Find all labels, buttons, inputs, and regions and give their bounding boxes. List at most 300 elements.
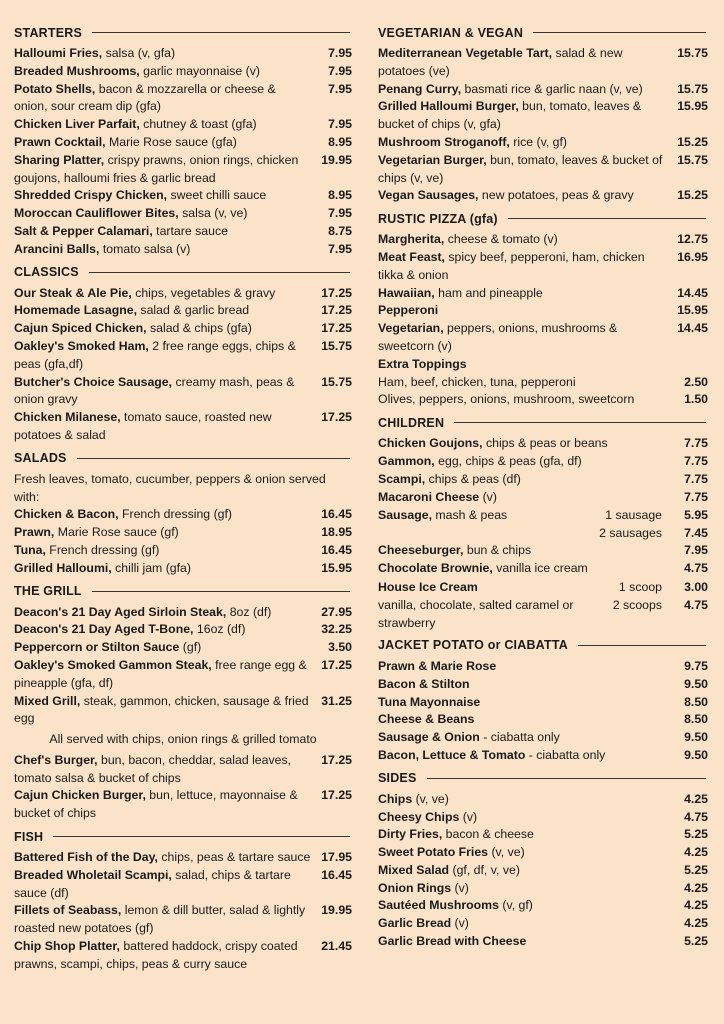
- item-name: Breaded Wholetail Scampi,: [14, 867, 172, 882]
- item-price: 7.95: [328, 241, 352, 256]
- item-price: 7.95: [328, 206, 352, 221]
- item-desc: [378, 826, 674, 844]
- item-desc: [378, 844, 674, 862]
- item-price: 4.75: [684, 561, 708, 576]
- item-name: Scampi,: [378, 471, 426, 486]
- menu-item: [14, 81, 352, 117]
- item-detail: chips, peas & tartare sauce: [157, 850, 311, 865]
- item-desc: [378, 471, 674, 489]
- item-detail: chutney & toast (gfa): [139, 117, 257, 132]
- right-column: [378, 22, 708, 954]
- menu-item: [378, 676, 708, 694]
- menu-item: [378, 391, 708, 409]
- item-name: Vegetarian,: [378, 321, 444, 336]
- item-desc: [14, 867, 318, 903]
- menu-item: [378, 489, 708, 507]
- item-desc: [14, 338, 318, 374]
- menu-item: [14, 542, 352, 560]
- item-desc: [14, 116, 318, 134]
- item-detail: vanilla, chocolate, salted caramel or strawberry: [378, 597, 574, 630]
- item-desc: [14, 134, 318, 152]
- item-price: 17.25: [321, 752, 352, 767]
- item-detail: Marie Rose sauce (gfa): [105, 134, 237, 149]
- menu-item: [14, 45, 352, 63]
- item-name: Deacon's 21 Day Aged Sirloin Steak,: [14, 604, 227, 619]
- item-desc: [378, 791, 674, 809]
- item-name: Breaded Mushrooms,: [14, 63, 140, 78]
- menu-item: [378, 711, 708, 729]
- item-detail: lemon & dill butter, salad & lightly roasted new potatoes (gf): [14, 903, 306, 936]
- item-price: 15.75: [677, 81, 708, 96]
- item-desc: [378, 809, 674, 827]
- item-price: 8.75: [328, 223, 352, 238]
- item-name: House Ice Cream: [378, 579, 478, 594]
- item-desc: [378, 711, 674, 729]
- item-desc: [378, 747, 674, 765]
- section-header: [14, 448, 352, 469]
- item-desc: [378, 231, 674, 249]
- option-label: 1 scoop: [618, 579, 662, 594]
- option-price: 4.75: [684, 597, 708, 612]
- item-price: 17.25: [321, 410, 352, 425]
- item-price: 15.75: [677, 152, 708, 167]
- section-title: VEGETARIAN & VEGAN: [378, 25, 524, 40]
- item-price: 1.50: [684, 392, 708, 407]
- item-price: 21.45: [321, 939, 352, 954]
- section-title: JACKET POTATO or CIABATTA: [378, 638, 568, 653]
- item-desc: [378, 81, 674, 99]
- item-name: Macaroni Cheese: [378, 489, 480, 504]
- menu-item: [378, 81, 708, 99]
- section-title: FISH: [14, 829, 44, 844]
- item-name: Garlic Bread: [378, 916, 452, 931]
- item-desc: [14, 560, 318, 578]
- item-name: Chicken Liver Parfait,: [14, 117, 140, 132]
- item-name: Halloumi Fries,: [14, 46, 103, 60]
- item-desc: [378, 506, 599, 542]
- item-price: 15.75: [321, 338, 352, 353]
- section-pizza: [378, 208, 708, 409]
- item-price: 15.25: [677, 134, 708, 149]
- menu-item: [14, 409, 352, 445]
- section-salads: [14, 448, 352, 578]
- menu-item: [14, 223, 352, 241]
- item-name: Vegan Sausages,: [378, 188, 479, 203]
- item-detail: (v, ve): [412, 791, 449, 806]
- menu-item: [14, 63, 352, 81]
- item-price: 9.50: [684, 730, 708, 745]
- item-desc: [14, 374, 318, 410]
- item-price: 17.95: [321, 850, 352, 865]
- item-price: 4.25: [684, 916, 708, 931]
- section-grill: [14, 581, 352, 824]
- item-detail: chips & peas (df): [425, 471, 521, 486]
- item-name: Bacon, Lettuce & Tomato: [378, 747, 526, 762]
- item-options: [599, 506, 708, 542]
- section-classics: [14, 262, 352, 445]
- item-desc: [14, 787, 318, 823]
- item-price: 7.95: [328, 63, 352, 78]
- section-rule: [454, 422, 706, 423]
- item-price: 4.25: [684, 880, 708, 895]
- menu-item: [14, 506, 352, 524]
- item-desc: [378, 542, 674, 560]
- item-desc: [14, 524, 318, 542]
- menu-item: [378, 791, 708, 809]
- left-column: [14, 22, 352, 977]
- item-detail: bun, lettuce, mayonnaise & bucket of chips: [14, 788, 298, 821]
- item-name: Mixed Grill,: [14, 693, 81, 708]
- item-detail: salad & garlic bread: [137, 303, 250, 318]
- item-detail: tartare sauce: [152, 223, 228, 238]
- item-detail: bacon & cheese: [442, 827, 534, 842]
- item-desc: [14, 152, 318, 188]
- section-rule: [578, 645, 706, 646]
- item-name: Chicken Goujons,: [378, 436, 483, 451]
- sausage-item: [378, 506, 708, 542]
- menu-item: [378, 453, 708, 471]
- item-name: Cajun Spiced Chicken,: [14, 321, 147, 336]
- item-detail: 8oz (df): [226, 604, 272, 619]
- item-name: Mediterranean Vegetable Tart,: [378, 46, 553, 60]
- section-header: [378, 22, 708, 43]
- menu-item: [14, 134, 352, 152]
- item-desc: [378, 98, 674, 134]
- option-price: 3.00: [684, 579, 708, 594]
- item-detail: chips, vegetables & gravy: [131, 285, 276, 300]
- item-price: 17.25: [321, 788, 352, 803]
- item-detail: salsa (v, ve): [178, 206, 248, 221]
- menu-item: [14, 320, 352, 338]
- item-price: 31.25: [321, 693, 352, 708]
- pizza-list: [378, 231, 708, 356]
- menu-item: [378, 249, 708, 285]
- item-detail: (v): [451, 880, 469, 895]
- section-rule: [508, 218, 706, 219]
- salads-intro: Fresh leaves, tomato, cucumber, peppers & onion served with:: [14, 471, 326, 504]
- item-name: Gammon,: [378, 453, 435, 468]
- item-desc: [378, 658, 674, 676]
- menu-item: [378, 435, 708, 453]
- item-price: 7.75: [684, 471, 708, 486]
- item-desc: [378, 152, 674, 188]
- item-desc: [14, 45, 318, 63]
- section-header: [378, 768, 708, 789]
- section-rule: [427, 778, 706, 779]
- menu-item: [378, 809, 708, 827]
- item-detail: bun, tomato, leaves & bucket of chips (v, ve): [378, 152, 663, 185]
- item-detail: battered haddock, crispy coated prawns, scampi, chips, peas & curry sauce: [14, 939, 298, 971]
- item-detail: tomato sauce, roasted new potatoes & salad: [14, 410, 272, 442]
- menu-item: [378, 374, 708, 392]
- item-detail: vanilla ice cream: [492, 561, 588, 576]
- section-header: [14, 262, 352, 283]
- item-desc: [14, 621, 318, 639]
- item-detail: new potatoes, peas & gravy: [478, 188, 634, 203]
- extra-toppings-list: [378, 374, 708, 410]
- item-desc: [14, 604, 318, 622]
- menu-item: [14, 752, 352, 788]
- item-name: Deacon's 21 Day Aged T-Bone,: [14, 622, 194, 637]
- menu-item: [14, 604, 352, 622]
- item-name: Moroccan Cauliflower Bites,: [14, 206, 179, 221]
- item-desc: [14, 320, 318, 338]
- menu-item: [14, 787, 352, 823]
- grill-note: All served with chips, onion rings & grilled tomato: [49, 732, 317, 747]
- item-price: 9.50: [684, 747, 708, 762]
- menu-item: [378, 915, 708, 933]
- item-desc: [14, 506, 318, 524]
- section-children: [378, 412, 708, 632]
- menu-item: [378, 560, 708, 578]
- item-detail: salad & chips (gfa): [146, 321, 252, 336]
- jacket-list: [378, 658, 708, 765]
- item-desc: [378, 302, 674, 320]
- sides-list: [378, 791, 708, 951]
- item-desc: [14, 693, 318, 729]
- item-detail: - ciabatta only: [479, 730, 560, 745]
- item-desc: [378, 45, 674, 81]
- item-desc: [14, 542, 318, 560]
- item-desc: [378, 676, 674, 694]
- menu-item: [378, 302, 708, 320]
- item-detail: (v, gf): [498, 898, 533, 913]
- burgers-list: [14, 752, 352, 823]
- item-price: 15.95: [677, 303, 708, 318]
- item-name: Battered Fish of the Day,: [14, 850, 158, 865]
- item-detail: Marie Rose sauce (gf): [54, 525, 179, 540]
- item-detail: creamy mash, peas & onion gravy: [14, 374, 295, 407]
- menu-item: [378, 471, 708, 489]
- salads-list: [14, 506, 352, 577]
- item-desc: [378, 187, 674, 205]
- item-price: 15.25: [677, 188, 708, 203]
- item-detail: bacon & mozzarella or cheese & onion, sour cream dip (gfa): [14, 81, 276, 114]
- menu-item: [378, 152, 708, 188]
- item-name: Oakley's Smoked Ham,: [14, 338, 149, 353]
- item-desc: [14, 639, 318, 657]
- item-price: 5.25: [684, 862, 708, 877]
- item-detail: Olives, peppers, onions, mushroom, sweetcorn: [378, 392, 635, 407]
- item-price: 4.25: [684, 898, 708, 913]
- section-title: RUSTIC PIZZA (gfa): [378, 211, 498, 226]
- item-detail: bun & chips: [463, 543, 532, 558]
- item-detail: ham and pineapple: [434, 285, 543, 300]
- item-price: 16.45: [321, 507, 352, 522]
- item-price: 7.95: [328, 81, 352, 96]
- item-name: Sausage & Onion: [378, 730, 480, 745]
- item-desc: [378, 862, 674, 880]
- menu-item: [14, 938, 352, 974]
- item-desc: [378, 249, 674, 285]
- section-title: CLASSICS: [14, 265, 79, 280]
- item-price: 14.45: [677, 321, 708, 336]
- menu-item: [14, 693, 352, 729]
- item-desc: [14, 223, 318, 241]
- item-price: 19.95: [321, 152, 352, 167]
- item-name: Grilled Halloumi,: [14, 560, 112, 575]
- item-detail: (gf): [179, 640, 202, 655]
- vegetarian-list: [378, 45, 708, 205]
- item-desc: [14, 187, 318, 205]
- item-price: 17.25: [321, 657, 352, 672]
- item-desc: [378, 915, 674, 933]
- option-price: 7.45: [684, 526, 708, 541]
- starters-list: [14, 45, 352, 259]
- section-title: SIDES: [378, 771, 417, 786]
- menu-item: [14, 285, 352, 303]
- item-detail: cheese & tomato (v): [444, 232, 558, 247]
- item-price: 3.50: [328, 640, 352, 655]
- item-detail: chips & peas or beans: [482, 436, 608, 451]
- item-price: 7.95: [684, 543, 708, 558]
- item-options: [613, 578, 708, 632]
- item-detail: (v): [479, 489, 497, 504]
- item-name: Penang Curry,: [378, 81, 462, 96]
- item-desc: [378, 453, 674, 471]
- item-detail: garlic mayonnaise (v): [139, 63, 261, 78]
- item-desc: [378, 285, 674, 303]
- item-detail: salad & new potatoes (ve): [378, 46, 623, 78]
- item-desc: [378, 578, 613, 632]
- item-desc: [378, 374, 674, 392]
- item-name: Cheeseburger,: [378, 543, 464, 558]
- item-price: 4.25: [684, 845, 708, 860]
- item-name: Vegetarian Burger,: [378, 152, 487, 167]
- item-name: Bacon & Stilton: [378, 676, 470, 691]
- menu-item: [14, 205, 352, 223]
- children-list: [378, 435, 708, 506]
- item-desc: [14, 63, 318, 81]
- item-price: 17.25: [321, 285, 352, 300]
- fish-list: [14, 849, 352, 974]
- section-rule: [533, 32, 706, 33]
- item-desc: [378, 435, 674, 453]
- item-price: 8.95: [328, 134, 352, 149]
- section-rule: [77, 458, 350, 459]
- item-name: Cheesy Chips: [378, 809, 460, 824]
- item-price: 7.75: [684, 453, 708, 468]
- item-detail: French dressing (gf): [118, 507, 233, 522]
- item-detail: (v): [459, 809, 478, 824]
- item-name: Chicken & Bacon,: [14, 507, 119, 522]
- item-price: 18.95: [321, 525, 352, 540]
- item-name: Chef's Burger,: [14, 752, 98, 767]
- item-desc: [14, 205, 318, 223]
- item-detail: bun, tomato, leaves & bucket of chips (v, gfa): [378, 99, 642, 132]
- item-name: Sautéed Mushrooms: [378, 898, 499, 913]
- menu-item: [14, 116, 352, 134]
- menu-item: [378, 747, 708, 765]
- item-name: Mushroom Stroganoff,: [378, 134, 510, 149]
- item-detail: bun, bacon, cheddar, salad leaves, tomato salsa & bucket of chips: [14, 752, 292, 785]
- section-header: [378, 635, 708, 656]
- item-detail: rice (v, gf): [509, 134, 568, 149]
- item-name: Peppercorn or Stilton Sauce: [14, 640, 180, 655]
- item-detail: peppers, onions, mushrooms & sweetcorn (v): [378, 321, 618, 353]
- item-price: 5.25: [684, 827, 708, 842]
- item-name: Dirty Fries,: [378, 827, 443, 842]
- item-name: Butcher's Choice Sausage,: [14, 374, 173, 389]
- item-desc: [378, 560, 674, 578]
- item-price: 8.95: [328, 188, 352, 203]
- option-price: 5.95: [684, 508, 708, 523]
- item-price: 2.50: [684, 374, 708, 389]
- menu-item: [378, 694, 708, 712]
- item-name: Salt & Pepper Calamari,: [14, 223, 153, 238]
- item-price: 5.25: [684, 934, 708, 949]
- section-header: [14, 581, 352, 602]
- item-detail: egg, chips & peas (gfa, df): [434, 453, 582, 468]
- option-row: [613, 596, 708, 614]
- item-price: 15.75: [321, 374, 352, 389]
- item-desc: [378, 320, 674, 356]
- item-detail: salad, chips & tartare sauce (df): [14, 867, 291, 900]
- option-label: 2 scoops: [612, 597, 662, 612]
- menu-item: [378, 542, 708, 560]
- item-desc: [14, 849, 318, 867]
- menu-item: [378, 880, 708, 898]
- item-name: Prawn & Marie Rose: [378, 658, 497, 673]
- item-name: Tuna,: [14, 542, 46, 557]
- section-fish: [14, 826, 352, 974]
- section-vegetarian: [378, 22, 708, 205]
- section-title: STARTERS: [14, 25, 83, 40]
- option-label: 1 sausage: [605, 508, 662, 523]
- item-detail: Ham, beef, chicken, tuna, pepperoni: [378, 374, 576, 389]
- item-price: 17.25: [321, 321, 352, 336]
- item-name: Oakley's Smoked Gammon Steak,: [14, 657, 212, 672]
- item-detail: 16oz (df): [193, 622, 246, 637]
- item-detail: tomato salsa (v): [99, 241, 191, 256]
- item-name: Chip Shop Platter,: [14, 939, 120, 954]
- item-name: Prawn,: [14, 525, 55, 540]
- item-name: Cheese & Beans: [378, 712, 475, 727]
- item-price: 15.95: [677, 99, 708, 114]
- section-header: [378, 412, 708, 433]
- ice-cream-item: [378, 578, 708, 632]
- item-desc: [14, 657, 318, 693]
- menu-item: [14, 241, 352, 259]
- section-sides: [378, 768, 708, 951]
- item-detail: crispy prawns, onion rings, chicken goujons, halloumi fries & garlic bread: [14, 152, 299, 185]
- item-desc: [14, 938, 318, 974]
- item-name: Sharing Platter,: [14, 152, 105, 167]
- item-price: 9.50: [684, 676, 708, 691]
- menu-item: [378, 826, 708, 844]
- item-detail: 2 free range eggs, chips & peas (gfa,df): [14, 338, 296, 371]
- item-desc: [378, 880, 674, 898]
- item-name: Arancini Balls,: [14, 241, 100, 256]
- item-name: Prawn Cocktail,: [14, 134, 106, 149]
- item-name: Garlic Bread with Cheese: [378, 934, 527, 949]
- item-name: Sweet Potato Fries: [378, 845, 489, 860]
- menu-item: [378, 658, 708, 676]
- item-detail: (gf, df, v, ve): [449, 862, 520, 877]
- item-name: Shredded Crispy Chicken,: [14, 188, 168, 203]
- item-price: 16.45: [321, 542, 352, 557]
- section-rule: [89, 272, 350, 273]
- item-price: 8.50: [684, 694, 708, 709]
- item-desc: [378, 897, 674, 915]
- children-list-2: [378, 542, 708, 578]
- menu-item: [14, 902, 352, 938]
- item-price: 14.45: [677, 285, 708, 300]
- section-rule: [53, 836, 350, 837]
- item-price: 7.95: [328, 46, 352, 60]
- item-price: 9.75: [684, 658, 708, 673]
- item-name: Cajun Chicken Burger,: [14, 788, 146, 803]
